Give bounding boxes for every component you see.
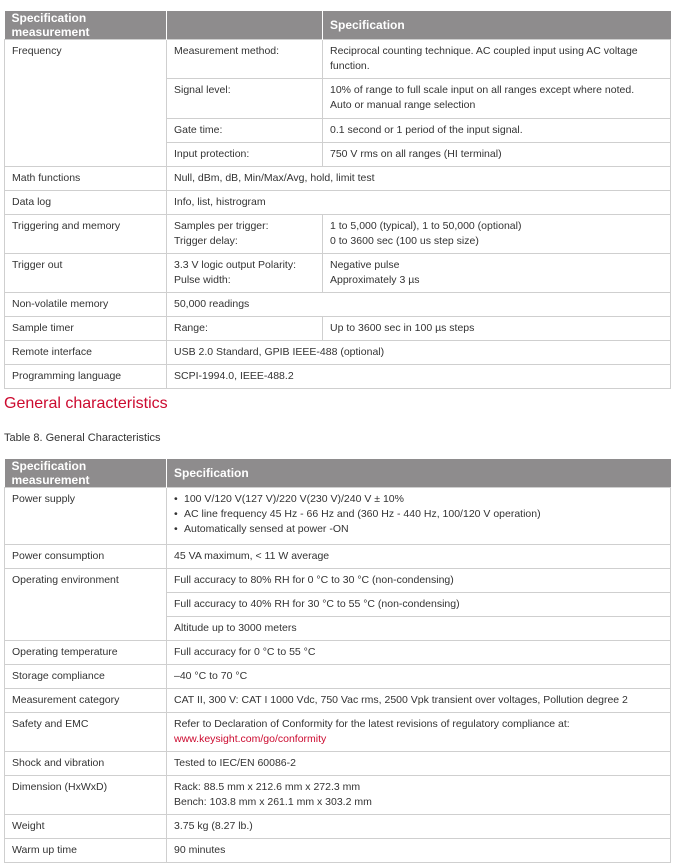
value-cell: Altitude up to 3000 meters bbox=[167, 617, 671, 641]
header-specification: Specification bbox=[323, 11, 671, 40]
value-cell: Tested to IEC/EN 60086-2 bbox=[167, 752, 671, 776]
row-label-weight: Weight bbox=[5, 815, 167, 839]
table-row bbox=[5, 665, 671, 689]
param-cell: Range: bbox=[167, 317, 323, 341]
param-line: Samples per trigger: bbox=[174, 220, 269, 232]
table-row bbox=[5, 713, 671, 752]
value-line: Refer to Declaration of Conformity for the latest revisions of regulatory compliance at: bbox=[174, 718, 570, 730]
row-label-datalog: Data log bbox=[5, 191, 167, 215]
row-label-operating-environment: Operating environment bbox=[5, 569, 167, 641]
bullet-text: AC line frequency 45 Hz - 66 Hz and (360 Hz - 440 Hz, 100/120 V operation) bbox=[184, 508, 541, 520]
table-row bbox=[5, 689, 671, 713]
header-spec-measurement: Specification measurement bbox=[5, 11, 167, 40]
row-label-trigger-out: Trigger out bbox=[5, 254, 167, 293]
param-line: Trigger delay: bbox=[174, 235, 238, 247]
row-label-storage: Storage compliance bbox=[5, 665, 167, 689]
bullet-text: Automatically sensed at power -ON bbox=[184, 523, 349, 535]
value-cell bbox=[167, 713, 671, 752]
param-cell: Signal level: bbox=[167, 79, 323, 119]
value-cell bbox=[323, 254, 671, 293]
table-row bbox=[5, 839, 671, 863]
value-cell: Full accuracy to 80% RH for 0 °C to 30 °C (non-condensing) bbox=[167, 569, 671, 593]
value-cell bbox=[323, 215, 671, 254]
row-label-power-consumption: Power consumption bbox=[5, 545, 167, 569]
value-cell: –40 °C to 70 °C bbox=[167, 665, 671, 689]
value-cell: 45 VA maximum, < 11 W average bbox=[167, 545, 671, 569]
param-cell bbox=[167, 215, 323, 254]
table-row bbox=[5, 545, 671, 569]
bullet-icon bbox=[174, 493, 184, 505]
value-line: 0 to 3600 sec (100 us step size) bbox=[330, 235, 479, 247]
value-cell: Full accuracy to 40% RH for 30 °C to 55 °C (non-condensing) bbox=[167, 593, 671, 617]
param-cell: Gate time: bbox=[167, 119, 323, 143]
value-cell: Full accuracy for 0 °C to 55 °C bbox=[167, 641, 671, 665]
value-cell: Up to 3600 sec in 100 µs steps bbox=[323, 317, 671, 341]
header-specification: Specification bbox=[167, 459, 671, 488]
bullet-icon bbox=[174, 508, 184, 520]
table-row bbox=[5, 488, 671, 545]
row-label-power-supply: Power supply bbox=[5, 488, 167, 545]
header-empty bbox=[167, 11, 323, 40]
value-cell: 0.1 second or 1 period of the input signal. bbox=[323, 119, 671, 143]
value-line: Negative pulse bbox=[330, 259, 400, 271]
table-row bbox=[5, 293, 671, 317]
param-cell bbox=[167, 254, 323, 293]
row-label-operating-temperature: Operating temperature bbox=[5, 641, 167, 665]
table-row bbox=[5, 365, 671, 389]
table-row bbox=[5, 254, 671, 293]
row-label-shock-vibration: Shock and vibration bbox=[5, 752, 167, 776]
table-row bbox=[5, 341, 671, 365]
general-characteristics-table bbox=[4, 459, 671, 863]
table-header-row bbox=[5, 11, 671, 40]
value-cell: 3.75 kg (8.27 lb.) bbox=[167, 815, 671, 839]
conformity-link[interactable]: www.keysight.com/go/conformity bbox=[174, 733, 327, 745]
row-label-remote: Remote interface bbox=[5, 341, 167, 365]
table-row bbox=[5, 40, 671, 79]
table-row bbox=[5, 191, 671, 215]
table-row bbox=[5, 815, 671, 839]
value-line: 1 to 5,000 (typical), 1 to 50,000 (optional) bbox=[330, 220, 522, 232]
bullet-item bbox=[174, 522, 663, 537]
value-cell: USB 2.0 Standard, GPIB IEEE-488 (optional) bbox=[167, 341, 671, 365]
row-label-math: Math functions bbox=[5, 167, 167, 191]
row-label-nvm: Non-volatile memory bbox=[5, 293, 167, 317]
value-cell: Reciprocal counting technique. AC coupled input using AC voltage function. bbox=[323, 40, 671, 79]
table-row bbox=[5, 317, 671, 341]
row-label-warm-up-time: Warm up time bbox=[5, 839, 167, 863]
value-cell bbox=[167, 776, 671, 815]
section-title: General characteristics bbox=[4, 395, 168, 412]
header-spec-measurement: Specification measurement bbox=[5, 459, 167, 488]
value-cell bbox=[323, 79, 671, 119]
bullet-item bbox=[174, 492, 663, 507]
value-cell: Null, dBm, dB, Min/Max/Avg, hold, limit test bbox=[167, 167, 671, 191]
table-row bbox=[5, 167, 671, 191]
row-label-frequency: Frequency bbox=[5, 40, 167, 167]
value-line: Rack: 88.5 mm x 212.6 mm x 272.3 mm bbox=[174, 781, 361, 793]
value-line: 10% of range to full scale input on all ranges except where noted. bbox=[330, 84, 635, 96]
row-label-measurement-category: Measurement category bbox=[5, 689, 167, 713]
table-row bbox=[5, 569, 671, 593]
value-cell: 90 minutes bbox=[167, 839, 671, 863]
value-cell: Info, list, histrogram bbox=[167, 191, 671, 215]
value-line: Bench: 103.8 mm x 261.1 mm x 303.2 mm bbox=[174, 796, 372, 808]
table-row bbox=[5, 215, 671, 254]
row-label-programming: Programming language bbox=[5, 365, 167, 389]
param-line: Pulse width: bbox=[174, 274, 231, 286]
param-cell: Measurement method: bbox=[167, 40, 323, 79]
table-row bbox=[5, 641, 671, 665]
table-row bbox=[5, 776, 671, 815]
bullet-icon bbox=[174, 523, 184, 535]
table-row bbox=[5, 752, 671, 776]
value-cell: 50,000 readings bbox=[167, 293, 671, 317]
param-cell: Input protection: bbox=[167, 143, 323, 167]
value-line: Auto or manual range selection bbox=[330, 99, 476, 111]
value-cell: SCPI-1994.0, IEEE-488.2 bbox=[167, 365, 671, 389]
value-cell bbox=[167, 488, 671, 545]
table-caption: Table 8. General Characteristics bbox=[4, 432, 161, 444]
table-header-row bbox=[5, 459, 671, 488]
row-label-safety-emc: Safety and EMC bbox=[5, 713, 167, 752]
row-label-triggering-memory: Triggering and memory bbox=[5, 215, 167, 254]
row-label-sample-timer: Sample timer bbox=[5, 317, 167, 341]
specification-table bbox=[4, 11, 671, 389]
value-cell: 750 V rms on all ranges (HI terminal) bbox=[323, 143, 671, 167]
value-cell: CAT II, 300 V: CAT I 1000 Vdc, 750 Vac rms, 2500 Vpk transient over voltages, Pollution degree 2 bbox=[167, 689, 671, 713]
bullet-item bbox=[174, 507, 663, 522]
bullet-text: 100 V/120 V(127 V)/220 V(230 V)/240 V ± 10% bbox=[184, 493, 404, 505]
param-line: 3.3 V logic output Polarity: bbox=[174, 259, 296, 271]
value-line: Approximately 3 µs bbox=[330, 274, 420, 286]
row-label-dimension: Dimension (HxWxD) bbox=[5, 776, 167, 815]
